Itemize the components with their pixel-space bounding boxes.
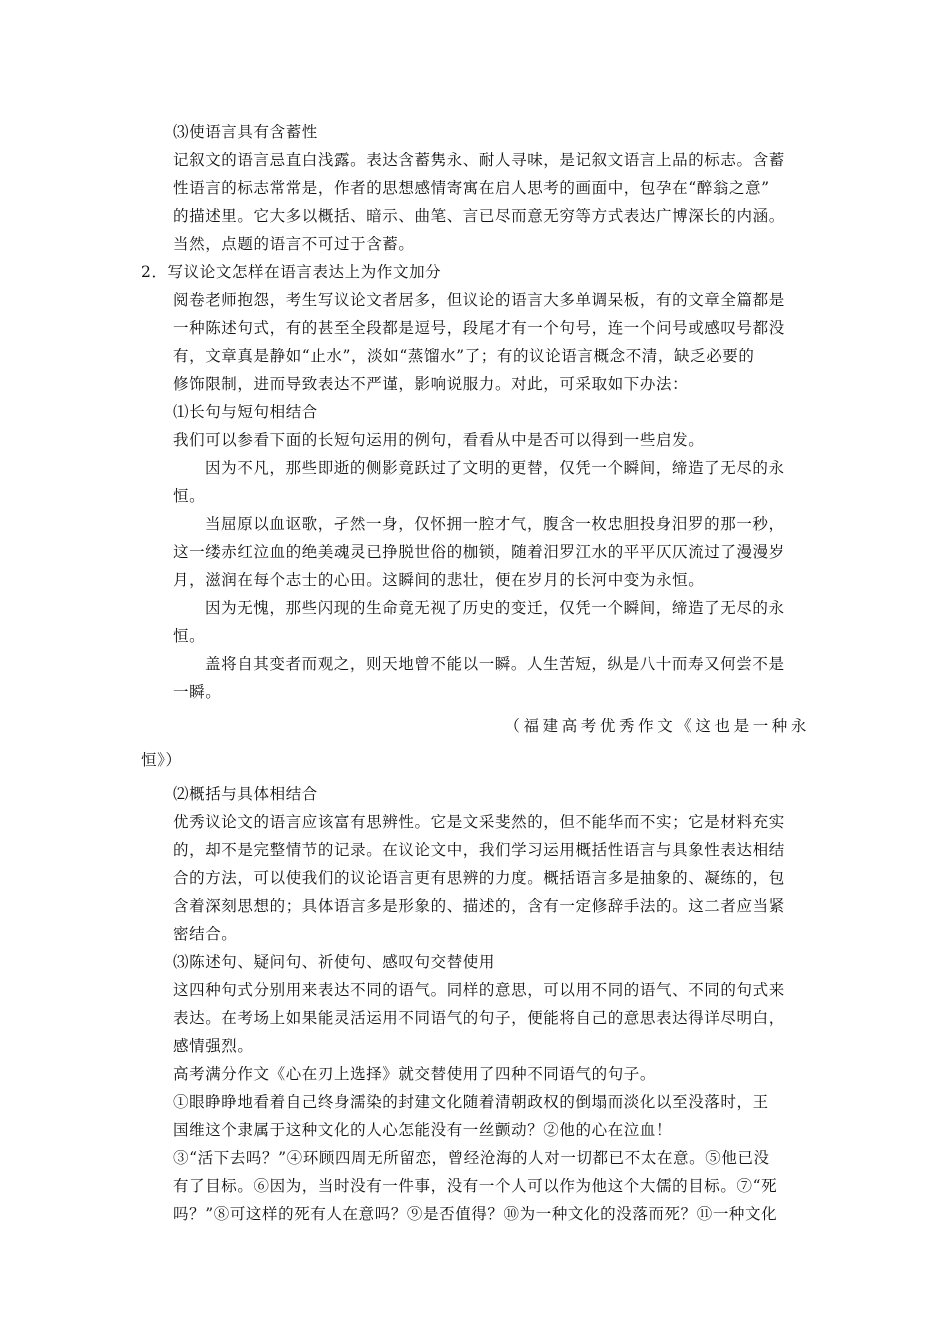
example-line: 吗？”⑧可这样的死有人在意吗？⑨是否值得？⑩为一种文化的没落而死？⑪一种文化: [173, 1205, 778, 1223]
quote-line: 盖将自其变者而观之，则天地曾不能以一瞬。人生苦短，纵是八十而寿又何尝不是: [205, 655, 785, 673]
example-line: ①眼睁睁地看着自己终身濡染的封建文化随着清朝政权的倒塌而淡化以至没落时，王: [173, 1093, 769, 1111]
paragraph-line: 记叙文的语言忌直白浅露。表达含蓄隽永、耐人寻味，是记叙文语言上品的标志。含蓄: [173, 151, 785, 169]
paragraph-line: 的描述里。它大多以概括、暗示、曲笔、言已尽而意无穷等方式表达广博深长的内涵。: [173, 207, 785, 225]
paragraph-line: 我们可以参看下面的长短句运用的例句，看看从中是否可以得到一些启发。: [173, 431, 705, 449]
paragraph-line: 性语言的标志常常是，作者的思想感情寄寓在启人思考的画面中，包孕在“醉翁之意”: [173, 179, 770, 197]
subheading-long-short: ⑴长句与短句相结合: [173, 403, 318, 421]
quote-line: 因为无愧，那些闪现的生命竟无视了历史的变迁，仅凭一个瞬间，缔造了无尽的永: [205, 599, 785, 617]
section-heading-argumentative: 2．写议论文怎样在语言表达上为作文加分: [141, 263, 442, 281]
paragraph-line: 阅卷老师抱怨，考生写议论文者居多，但议论的语言大多单调呆板，有的文章全篇都是: [173, 291, 785, 309]
quote-line: 当屈原以血讴歌，孑然一身，仅怀拥一腔才气，腹含一枚忠胆投身汨罗的那一秒，: [205, 515, 785, 533]
paragraph-line: 密结合。: [173, 925, 238, 943]
paragraph-line: 表达。在考场上如果能灵活运用不同语气的句子，便能将自己的意思表达得详尽明白，: [173, 1009, 785, 1027]
paragraph-line: 优秀议论文的语言应该富有思辨性。它是文采斐然的，但不能华而不实；它是材料充实: [173, 813, 785, 831]
quote-line: 这一缕赤红泣血的绝美魂灵已挣脱世俗的枷锁，随着汨罗江水的平平仄仄流过了漫漫岁: [173, 543, 785, 561]
paragraph-line: 感情强烈。: [173, 1037, 254, 1055]
quote-line: 恒。: [173, 627, 206, 645]
subheading-implicit-language: ⑶使语言具有含蓄性: [173, 123, 318, 141]
quote-line: 月，滋润在每个志士的心田。这瞬间的悲壮，便在岁月的长河中变为永恒。: [173, 571, 705, 589]
paragraph-line: 修饰限制，进而导致表达不严谨，影响说服力。对此，可采取如下办法：: [173, 375, 689, 393]
paragraph-line: 这四种句式分别用来表达不同的语气。同样的意思，可以用不同的语气、不同的句式来: [173, 981, 785, 999]
example-line: 有了目标。⑥因为，当时没有一件事，没有一个人可以作为他这个大儒的目标。⑦“死: [173, 1177, 778, 1195]
quote-source-continued: 恒》）: [141, 751, 182, 769]
example-line: 国维这个隶属于这种文化的人心怎能没有一丝颤动？②他的心在泣血！: [173, 1121, 673, 1139]
quote-source: （福建高考优秀作文《这也是一种永: [504, 717, 810, 735]
quote-line: 因为不凡，那些即逝的侧影竟跃过了文明的更替，仅凭一个瞬间，缔造了无尽的永: [205, 459, 785, 477]
example-line: ③“活下去吗？”④环顾四周无所留恋，曾经沧海的人对一切都已不太在意。⑤他已没: [173, 1149, 770, 1167]
subheading-sentence-types: ⑶陈述句、疑问句、祈使句、感叹句交替使用: [173, 953, 496, 971]
paragraph-line: 合的方法，可以使我们的议论语言更有思辨的力度。概括语言多是抽象的、凝练的，包: [173, 869, 785, 887]
paragraph-line: 含着深刻思想的；具体语言多是形象的、描述的，含有一定修辞手法的。这二者应当紧: [173, 897, 785, 915]
paragraph-line: 的，却不是完整情节的记录。在议论文中，我们学习运用概括性语言与具象性表达相结: [173, 841, 785, 859]
subheading-general-specific: ⑵概括与具体相结合: [173, 785, 318, 803]
quote-line: 恒。: [173, 487, 206, 505]
paragraph-line: 一种陈述句式，有的甚至全段都是逗号，段尾才有一个句号，连一个问号或感叹号都没: [173, 319, 785, 337]
quote-line: 一瞬。: [173, 683, 222, 701]
paragraph-line: 当然，点题的语言不可过于含蓄。: [173, 235, 415, 253]
paragraph-line: 有，文章真是静如“止水”，淡如“蒸馏水”了；有的议论语言概念不清，缺乏必要的: [173, 347, 755, 365]
paragraph-line: 高考满分作文《心在刃上选择》就交替使用了四种不同语气的句子。: [173, 1065, 657, 1083]
